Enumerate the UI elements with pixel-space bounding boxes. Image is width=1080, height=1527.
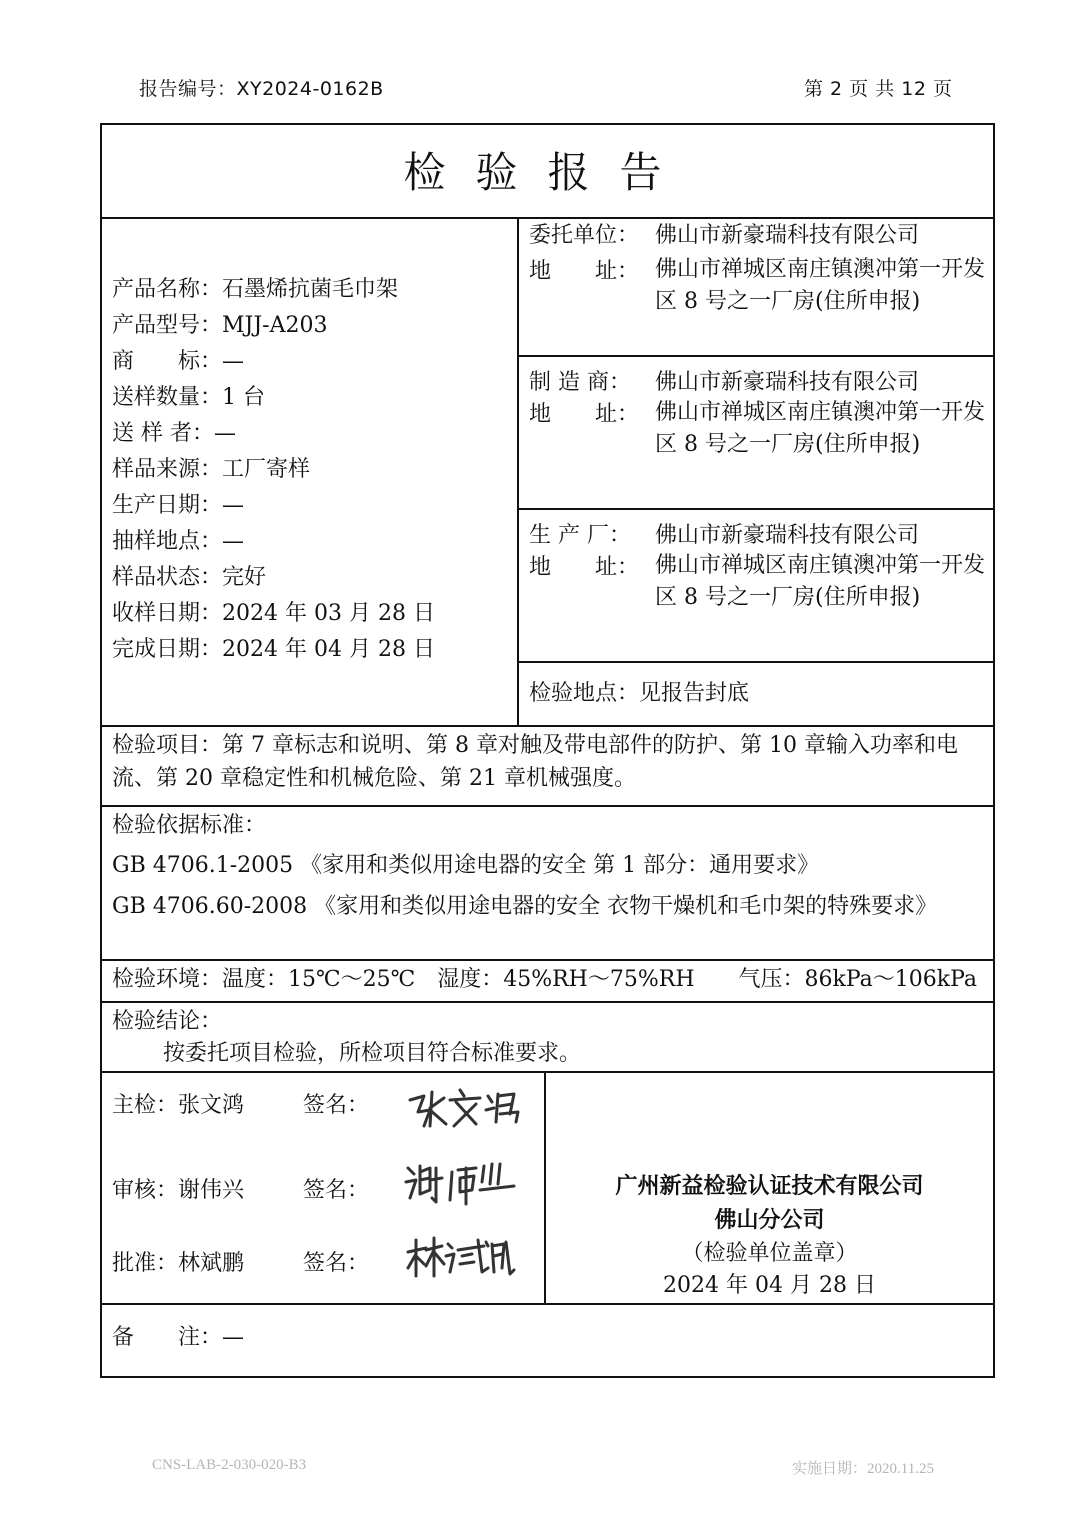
sampling-place: 抽样地点：— — [112, 529, 245, 554]
report-title: 检验报告 — [403, 148, 692, 197]
standard-1: GB 4706.1-2005 《家用和类似用途电器的安全 第 1 部分：通用要求》 — [112, 853, 820, 878]
conclusion-label: 检验结论： — [112, 1009, 223, 1034]
sample-state: 样品状态：完好 — [112, 565, 267, 590]
divider — [102, 725, 993, 727]
client-block — [529, 218, 989, 358]
effective-date: 实施日期：2020.11.25 — [792, 1461, 934, 1477]
manufacturer-name: 佛山市新豪瑞科技有限公司 — [655, 370, 920, 395]
receive-date: 收样日期：2024 年 03 月 28 日 — [112, 601, 435, 626]
report-number: 报告编号：XY2024-0162B — [139, 78, 384, 100]
client-address: 佛山市禅城区南庄镇澳冲第一开发区 8 号之一厂房(住所申报) — [655, 257, 986, 314]
standards-label: 检验依据标准： — [112, 813, 267, 838]
divider — [517, 508, 993, 510]
product-name: 产品名称：石墨烯抗菌毛巾架 — [112, 277, 399, 302]
factory-address-label: 地 址： — [529, 555, 640, 580]
approver-name: 批准：林斌鹏 — [112, 1251, 245, 1276]
issue-date: 2024 年 04 月 28 日 — [663, 1273, 876, 1298]
manufacturer-address-label: 地 址： — [529, 402, 640, 427]
sign-label: 签名： — [303, 1178, 370, 1203]
stamp-note: （检验单位盖章） — [681, 1241, 858, 1266]
completion-date: 完成日期：2024 年 04 月 28 日 — [112, 637, 435, 662]
organization-branch: 佛山分公司 — [714, 1207, 825, 1233]
factory-name: 佛山市新豪瑞科技有限公司 — [655, 523, 920, 548]
reviewer-signature — [402, 1158, 517, 1208]
page-indicator: 第 2 页 共 12 页 — [804, 78, 953, 100]
client-label: 委托单位： — [529, 223, 640, 248]
inspector-name: 主检：张文鸿 — [112, 1093, 245, 1118]
sign-label: 签名： — [303, 1093, 370, 1118]
manufacturer-label: 制 造 商： — [529, 370, 631, 395]
client-name: 佛山市新豪瑞科技有限公司 — [655, 223, 920, 248]
remark: 备 注：— — [112, 1325, 245, 1350]
form-number: CNS-LAB-2-030-020-B3 — [152, 1457, 307, 1473]
factory-label: 生 产 厂： — [529, 523, 631, 548]
client-address-label: 地 址： — [529, 259, 640, 284]
product-model: 产品型号：MJJ-A203 — [112, 313, 328, 338]
manufacturer-address: 佛山市禅城区南庄镇澳冲第一开发区 8 号之一厂房(住所申报) — [655, 400, 986, 457]
divider — [102, 959, 993, 961]
sign-label: 签名： — [303, 1251, 370, 1276]
conclusion-text: 按委托项目检验，所检项目符合标准要求。 — [163, 1041, 582, 1066]
factory-block — [529, 518, 989, 658]
reviewer-name: 审核：谢伟兴 — [112, 1178, 245, 1203]
divider — [102, 805, 993, 807]
divider — [517, 661, 993, 663]
standard-2: GB 4706.60-2008 《家用和类似用途电器的安全 衣物干燥机和毛巾架的特殊要求》 — [112, 894, 938, 919]
inspection-environment: 检验环境：温度：15℃～25℃ 湿度：45%RH～75%RH 气压：86kPa～106kPa — [112, 967, 978, 992]
product-brand: 商 标：— — [112, 349, 245, 374]
manufacturer-block — [529, 365, 989, 505]
approver-signature — [404, 1232, 516, 1282]
divider — [102, 1001, 993, 1003]
divider — [517, 217, 519, 725]
sample-sender: 送 样 者：— — [112, 421, 236, 446]
inspector-signature — [400, 1082, 525, 1132]
production-date: 生产日期：— — [112, 493, 245, 518]
standards-block — [112, 808, 990, 923]
factory-address: 佛山市禅城区南庄镇澳冲第一开发区 8 号之一厂房(住所申报) — [655, 553, 986, 610]
inspection-items: 检验项目：第 7 章标志和说明、第 8 章对触及带电部件的防护、第 10 章输入功率和电流、第 20 章稳定性和机械危险、第 21 章机械强度。 — [112, 733, 958, 791]
inspection-site: 检验地点：见报告封底 — [529, 681, 750, 706]
organization-name: 广州新益检验认证技术有限公司 — [615, 1173, 924, 1199]
sample-quantity: 送样数量：1 台 — [112, 385, 265, 410]
sample-source: 样品来源：工厂寄样 — [112, 457, 311, 482]
